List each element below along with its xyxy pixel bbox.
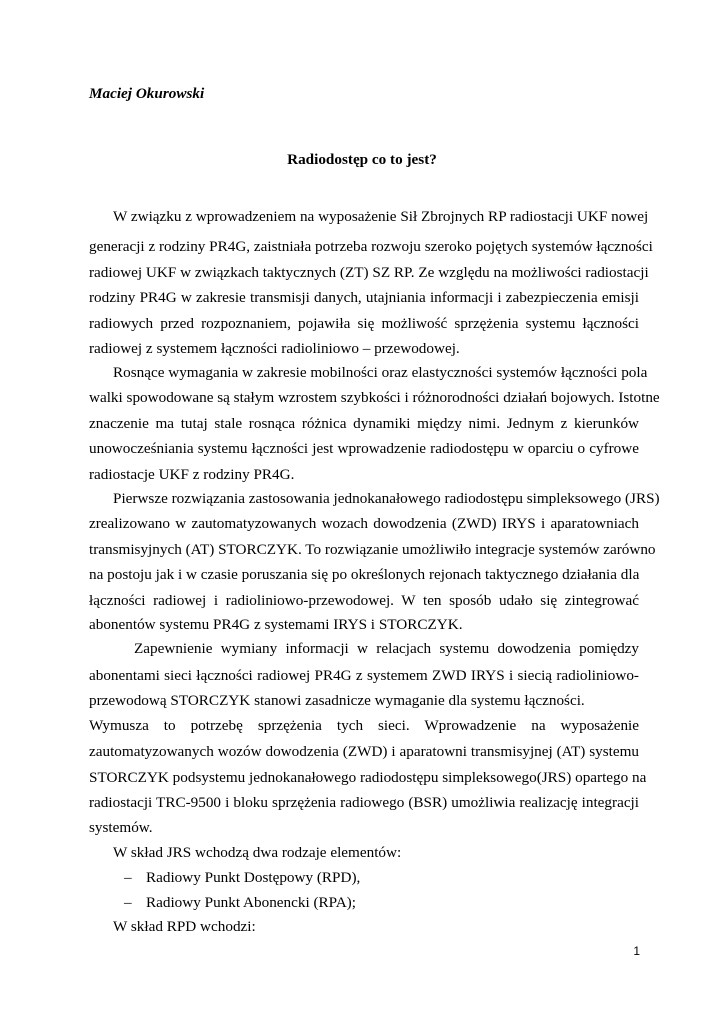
list-bullet: – bbox=[124, 869, 132, 886]
page-number: 1 bbox=[633, 944, 640, 958]
text-line: na postoju jak i w czasie poruszania się po określonych rejonach taktycznego działania dla bbox=[89, 566, 640, 583]
list-item bbox=[124, 890, 639, 915]
text-line: transmisyjnych (AT) STORCZYK. To rozwiązanie umożliwiło integracje systemów zarówno bbox=[89, 541, 656, 558]
text-line: radiostacje UKF z rodziny PR4G. bbox=[89, 466, 295, 483]
text-line: Wymusza to potrzebę sprzężenia tych sieci. Wprowadzenie na wyposażenie bbox=[89, 717, 639, 734]
text-line: łączności radiowej i radioliniowo-przewodowej. W ten sposób udało się zintegrować bbox=[89, 592, 639, 609]
text-line: W skład JRS wchodzą dwa rodzaje elementów: bbox=[113, 844, 402, 861]
list-item-text: Radiowy Punkt Dostępowy (RPD), bbox=[146, 869, 361, 886]
text-line: systemów. bbox=[89, 819, 153, 836]
text-line: W skład RPD wchodzi: bbox=[113, 918, 256, 935]
text-line: radiowej UKF w związkach taktycznych (ZT) SZ RP. Ze względu na możliwości radiostacji bbox=[89, 264, 649, 281]
text-line: radiostacji TRC-9500 i bloku sprzężenia radiowego (BSR) umożliwia realizację integracji bbox=[89, 794, 639, 811]
text-line: przewodową STORCZYK stanowi zasadnicze wymaganie dla systemu łączności. bbox=[89, 692, 585, 709]
text-line: STORCZYK podsystemu jednokanałowego radiodostępu simpleksowego(JRS) opartego na bbox=[89, 769, 647, 786]
list-bullet: – bbox=[124, 894, 132, 911]
text-line: abonentami sieci łączności radiowej PR4G z systemem ZWD IRYS i siecią radioliniowo- bbox=[89, 667, 639, 684]
text-line: radiowej z systemem łączności radioliniowo – przewodowej. bbox=[89, 340, 460, 357]
text-line: W związku z wprowadzeniem na wyposażenie Sił Zbrojnych RP radiostacji UKF nowej bbox=[113, 208, 649, 225]
author-name: Maciej Okurowski bbox=[89, 85, 205, 102]
document-title: Radiodostęp co to jest? bbox=[287, 151, 437, 168]
list-item bbox=[124, 865, 639, 890]
text-line: znaczenie ma tutaj stale rosnąca różnica dynamiki między nimi. Jednym z kierunków bbox=[89, 415, 639, 432]
text-line: Zapewnienie wymiany informacji w relacjach systemu dowodzenia pomiędzy bbox=[134, 640, 639, 657]
text-line: rodziny PR4G w zakresie transmisji danych, utajniania informacji i zabezpieczenia emisji bbox=[89, 289, 639, 306]
text-line: unowocześniania systemu łączności jest wprowadzenie radiodostępu w oparciu o cyfrowe bbox=[89, 440, 639, 457]
text-line: abonentów systemu PR4G z systemami IRYS i STORCZYK. bbox=[89, 616, 463, 633]
text-line: walki spowodowane są stałym wzrostem szybkości i różnorodności działań bojowych. Istotne bbox=[89, 389, 660, 406]
text-line: radiowych przed rozpoznaniem, pojawiła się możliwość sprzężenia systemu łączności bbox=[89, 315, 639, 332]
text-line: zrealizowano w zautomatyzowanych wozach dowodzenia (ZWD) IRYS i aparatowniach bbox=[89, 515, 639, 532]
list-item-text: Radiowy Punkt Abonencki (RPA); bbox=[146, 894, 356, 911]
text-line: generacji z rodziny PR4G, zaistniała potrzeba rozwoju szeroko pojętych systemów łączności bbox=[89, 238, 653, 255]
text-line: zautomatyzowanych wozów dowodzenia (ZWD) i aparatowni transmisyjnej (AT) systemu bbox=[89, 743, 639, 760]
text-line: Pierwsze rozwiązania zastosowania jednokanałowego radiodostępu simpleksowego (JRS) bbox=[113, 490, 660, 507]
text-line: Rosnące wymagania w zakresie mobilności oraz elastyczności systemów łączności pola bbox=[113, 364, 648, 381]
